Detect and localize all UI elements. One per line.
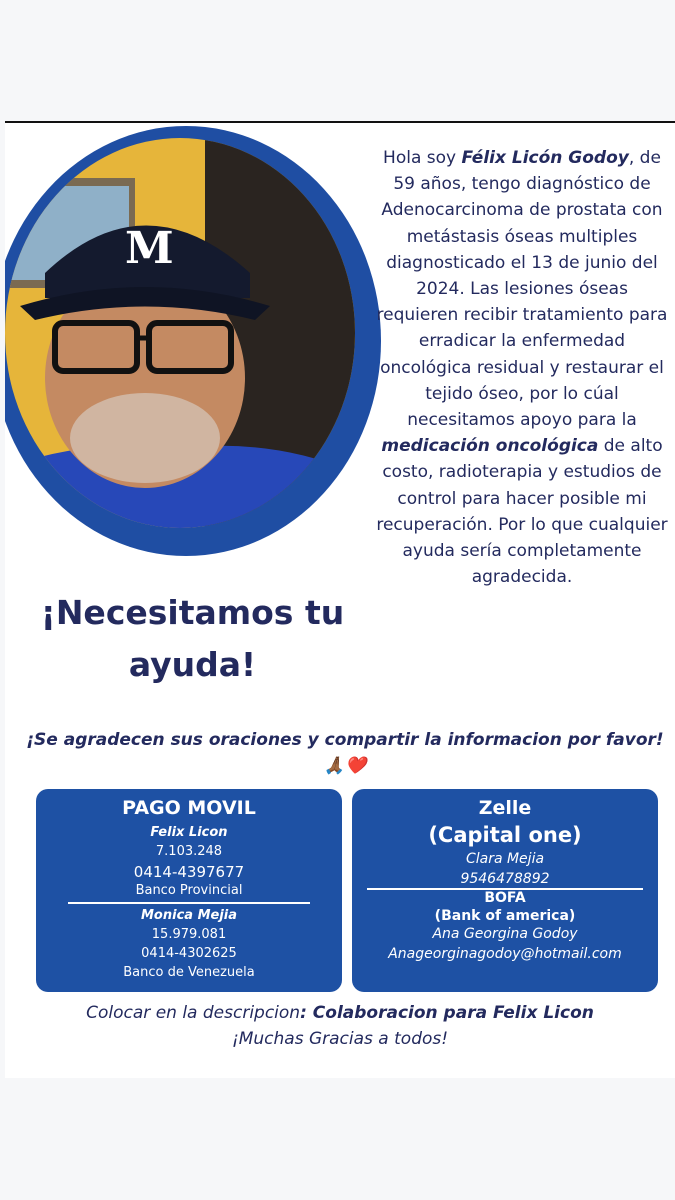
account1-name: Felix Licon — [150, 825, 228, 840]
zelle-title: Zelle — [478, 797, 532, 819]
story-name: Félix Licón Godoy — [461, 148, 629, 168]
account1-bank: Banco Provincial — [135, 883, 243, 898]
story-text — [373, 145, 671, 590]
flyer-card — [5, 123, 675, 1078]
account2-bank: Banco de Venezuela — [123, 965, 255, 980]
prayer-request: ¡Se agradecen sus oraciones y compartir la informacion por favor! 🙏🏾❤️ — [26, 730, 664, 776]
bofa-title: BOFA — [484, 890, 526, 906]
story-part-2: , de 59 años, tengo diagnóstico de Adenocarcinoma de prostata con metástasis óseas multiples diagnosticado el 13 de junio del 2024. Las lesiones óseas requieren recibir tratamiento para erradicar la enfermedad oncológica residual y restaurar el tejido óseo, por lo cúal necesitamos apoyo para la — [376, 148, 668, 431]
story-part-3: de alto costo, radioterapia y estudios de control para hacer posible mi recuperación. Por lo que cualquier ayuda sería completamente agradecida. — [376, 436, 668, 588]
account2-name: Monica Mejia — [140, 908, 238, 923]
story-emphasis: medicación oncológica — [381, 436, 599, 457]
bofa-subtitle: (Bank of america) — [434, 908, 576, 924]
cap-logo: M — [125, 223, 174, 274]
portrait-illustration — [5, 138, 355, 528]
pago-movil-box — [36, 789, 342, 992]
bofa-name: Ana Georgina Godoy — [432, 926, 578, 942]
zelle-box — [352, 789, 658, 992]
footer-label: Colocar en la descripcion — [86, 1003, 301, 1023]
zelle-number: 9546478892 — [460, 871, 550, 887]
bottom-blank-area — [0, 1078, 675, 1200]
account1-phone: 0414-4397677 — [133, 863, 245, 881]
footer-instructions — [15, 1003, 665, 1023]
footer-value: : Colaboracion para Felix Licon — [300, 1003, 594, 1023]
zelle-name: Clara Mejia — [465, 851, 545, 867]
account2-phone: 0414-4302625 — [141, 946, 237, 961]
bofa-email: Anageorginagodoy@hotmail.com — [388, 946, 622, 962]
account1-id: 7.103.248 — [155, 844, 223, 859]
account2-id: 15.979.081 — [151, 927, 227, 942]
zelle-subtitle: (Capital one) — [428, 823, 582, 847]
pago-movil-title: PAGO MOVIL — [122, 797, 256, 819]
headline: ¡Necesitamos tu ayuda! — [40, 593, 345, 684]
portrait-photo — [5, 138, 355, 528]
story-part-1: Hola soy — [383, 148, 462, 168]
footer-thanks: ¡Muchas Gracias a todos! — [231, 1029, 449, 1049]
pago-movil-divider — [68, 902, 310, 904]
